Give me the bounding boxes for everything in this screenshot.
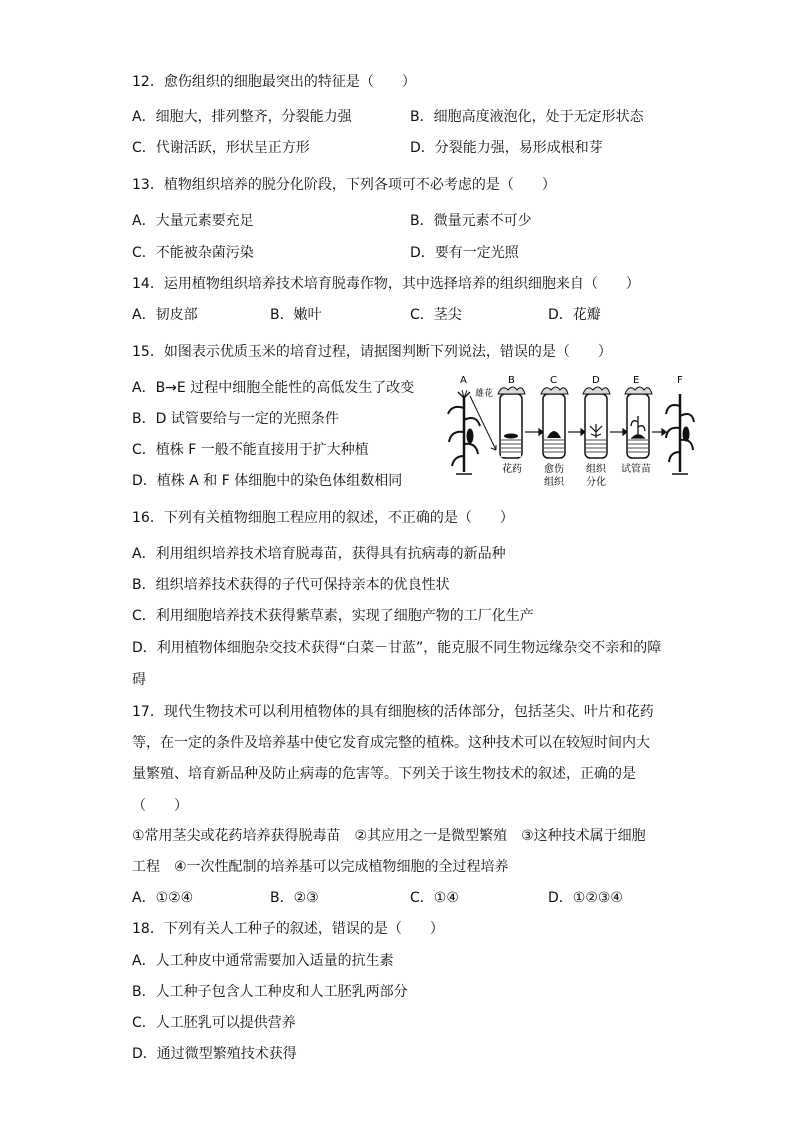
arrow-c-d-icon [568, 429, 585, 435]
q15-option-d: D．植株 A 和 F 体细胞中的染色体组数相同 [132, 473, 403, 489]
q16-option-a: A．利用组织培养技术培育脱毒苗，获得具有抗病毒的新品种 [132, 546, 506, 562]
arrow-b-c-icon [525, 429, 543, 435]
q17-option-a: A．①②④ [132, 890, 194, 906]
q14-option-a: A．韧皮部 [132, 307, 198, 323]
figure-letter-b: B [508, 375, 515, 386]
q14-option-d: D．花瓣 [548, 307, 601, 323]
q16-option-b: B．组织培养技术获得的子代可保持亲本的优良性状 [132, 577, 450, 593]
q17-option-c: C．①④ [410, 890, 459, 906]
figure-letter-c: C [550, 375, 557, 386]
q18-option-d: D．通过微型繁殖技术获得 [132, 1046, 297, 1062]
label-yushang-line2: 组织 [544, 477, 564, 488]
q14-option-b: B．嫩叶 [270, 307, 322, 323]
q16-stem: 16．下列有关植物细胞工程应用的叙述，不正确的是（ ） [132, 510, 514, 526]
test-tube-b-icon [498, 387, 525, 458]
label-yushang-line1: 愈伤 [544, 464, 564, 475]
q15-option-c: C．植株 F 一般不能直接用于扩大种植 [132, 442, 369, 458]
label-zuzhi-line1: 组织 [586, 464, 606, 475]
q18-option-c: C．人工胚乳可以提供营养 [132, 1015, 296, 1031]
q17-stem-line2: 等，在一定的条件及培养基中使它发育成完整的植株。这种技术可以在较短时间内大 [132, 735, 650, 751]
figure-letter-f: F [677, 375, 683, 386]
arrow-e-f-icon [652, 429, 666, 435]
q12-option-b: B．细胞高度液泡化，处于无定形状态 [410, 109, 644, 125]
label-xionghua: 雄花 [475, 389, 494, 399]
label-shiguanmiao: 试管苗 [621, 464, 651, 475]
q12-option-c: C．代谢活跃，形状呈正方形 [132, 140, 310, 156]
q17-stem-line3: 量繁殖、培育新品种及防止病毒的危害等。下列关于该生物技术的叙述，正确的是 [132, 766, 636, 782]
maize-breeding-figure [446, 372, 696, 488]
arrow-d-e-icon [610, 429, 627, 435]
test-tube-e-icon [625, 387, 652, 458]
label-zuzhi-line2: 分化 [586, 477, 606, 488]
q15-option-b: B．D 试管要给与一定的光照条件 [132, 411, 339, 427]
q14-option-c: C．茎尖 [410, 307, 462, 323]
q13-option-b: B．微量元素不可少 [410, 213, 532, 229]
q16-option-d-line1: D．利用植物体细胞杂交技术获得“白菜－甘蓝”，能克服不同生物远缘杂交不亲和的障 [132, 640, 662, 656]
q17-stem-line4: （ ） [132, 798, 188, 814]
q12-stem: 12．愈伤组织的细胞最突出的特征是（ ） [132, 74, 416, 90]
q13-option-c: C．不能被杂菌污染 [132, 245, 254, 261]
figure-letter-e: E [633, 375, 640, 386]
q18-stem: 18．下列有关人工种子的叙述，错误的是（ ） [132, 921, 444, 937]
q15-option-a: A．B→E 过程中细胞全能性的高低发生了改变 [132, 380, 415, 396]
q17-stem-line1: 17．现代生物技术可以利用植物体的具有细胞核的活体部分，包括茎尖、叶片和花药 [132, 704, 654, 720]
label-huayao: 花药 [502, 464, 522, 475]
maize-plant-a-icon [448, 390, 480, 474]
figure-letter-d: D [592, 375, 600, 386]
q17-items-line1: ①常用茎尖或花药培养获得脱毒苗 ②其应用之一是微型繁殖 ③这种技术属于细胞 [132, 828, 646, 844]
maize-plant-f-icon [666, 394, 694, 474]
q16-option-d-line2: 碍 [132, 672, 146, 688]
q15-stem: 15．如图表示优质玉米的培育过程，请据图判断下列说法，错误的是（ ） [132, 344, 612, 360]
q17-option-b: B．②③ [270, 890, 319, 906]
q12-option-d: D．分裂能力强，易形成根和芽 [410, 140, 603, 156]
q12-option-a: A．细胞大，排列整齐，分裂能力强 [132, 109, 352, 125]
q18-option-b: B．人工种子包含人工种皮和人工胚乳两部分 [132, 984, 408, 1000]
q17-option-d: D．①②③④ [548, 890, 623, 906]
test-tube-d-icon [583, 387, 610, 458]
figure-letter-a: A [460, 375, 467, 386]
q18-option-a: A．人工种皮中通常需要加入适量的抗生素 [132, 953, 394, 969]
q16-option-c: C．利用细胞培养技术获得紫草素，实现了细胞产物的工厂化生产 [132, 608, 534, 624]
q13-option-d: D．要有一定光照 [410, 245, 519, 261]
q17-items-line2: 工程 ④一次性配制的培养基可以完成植物细胞的全过程培养 [132, 859, 509, 875]
test-tube-c-icon [541, 387, 568, 458]
q14-stem: 14．运用植物组织培养技术培育脱毒作物，其中选择培养的组织细胞来自（ ） [132, 276, 640, 292]
q13-stem: 13．植物组织培养的脱分化阶段，下列各项可不必考虑的是（ ） [132, 177, 556, 193]
q13-option-a: A．大量元素要充足 [132, 213, 254, 229]
